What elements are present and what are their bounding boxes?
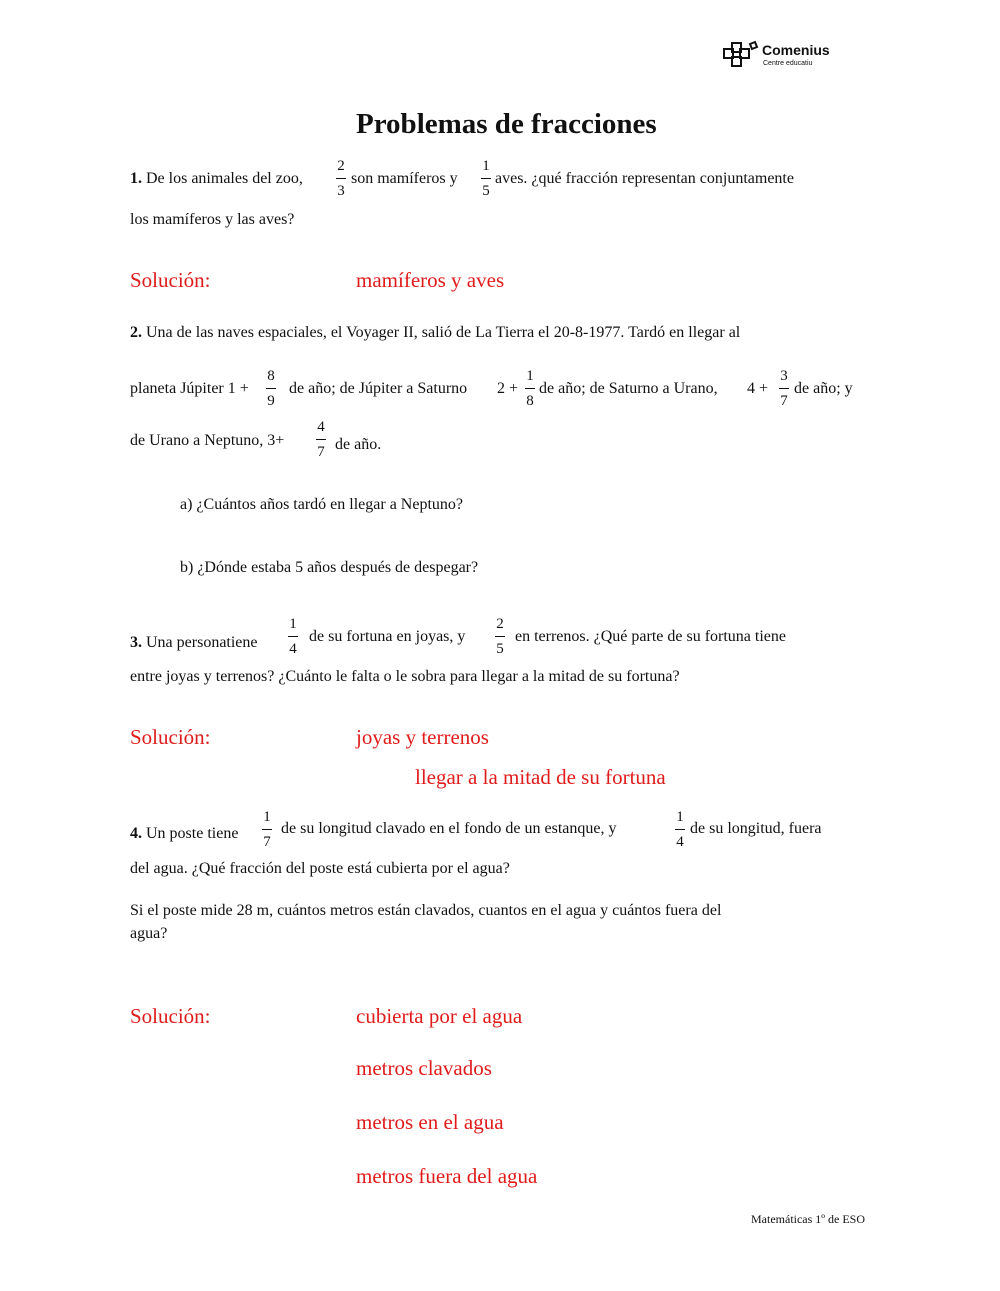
- fraction-3-7: 3 7: [780, 368, 788, 409]
- problem-2-question-b: b) ¿Dónde estaba 5 años después de despegar?: [180, 559, 479, 576]
- fraction-1-7: 1 7: [263, 809, 271, 850]
- solution-3-answer-field-2[interactable]: llegar a la mitad de su fortuna: [415, 765, 666, 789]
- problem-2-text-b: de año; de Júpiter a Saturno: [289, 380, 468, 397]
- problem-4-text-a: Un poste tiene: [146, 825, 239, 842]
- problem-2-text-e: 4 +: [747, 380, 769, 397]
- problem-3-line-1: [130, 634, 258, 652]
- problem-2-text-h: de año.: [335, 436, 382, 453]
- problem-4-text-b: de su longitud clavado en el fondo de un estanque, y: [281, 820, 617, 837]
- problem-2-text-f: de año; y: [794, 380, 853, 397]
- solution-label-4: Solución:: [130, 1004, 211, 1028]
- comenius-logo-icon: [722, 40, 760, 70]
- logo-subtitle: Centre educatiu: [763, 60, 813, 67]
- solution-4-answer-field-2[interactable]: metros clavados: [356, 1056, 492, 1080]
- problem-2-text-g: de Urano a Neptuno, 3+: [130, 432, 285, 449]
- problem-2-question-a: a) ¿Cuántos años tardó en llegar a Neptuno?: [180, 496, 464, 513]
- fraction-1-8: 1 8: [526, 368, 534, 409]
- problem-2-text-1: Una de las naves espaciales, el Voyager II, salió de La Tierra el 20-8-1977. Tardó en llegar al: [146, 324, 741, 341]
- logo-name: Comenius: [762, 42, 830, 58]
- problem-1-line-2: los mamíferos y las aves?: [130, 211, 295, 228]
- fraction-1-4: 1 4: [289, 616, 297, 657]
- problem-2-line-1: [130, 324, 740, 342]
- problem-4-line-3: Si el poste mide 28 m, cuántos metros están clavados, cuantos en el agua y cuántos fuera del: [130, 902, 722, 919]
- fraction-2-5: 2 5: [496, 616, 504, 657]
- page-footer: Matemáticas 1º de ESO: [751, 1212, 866, 1226]
- problem-1-text-c: aves. ¿qué fracción representan conjuntamente: [495, 170, 794, 187]
- problem-1-line-1: [130, 170, 303, 188]
- fraction-4-7: 4 7: [317, 419, 325, 460]
- problem-1-number: 1.: [130, 170, 142, 187]
- problem-4-line-2: del agua. ¿Qué fracción del poste está cubierta por el agua?: [130, 860, 510, 877]
- page-title: Problemas de fracciones: [356, 108, 657, 140]
- problem-4-number: 4.: [130, 825, 142, 842]
- solution-4-answer-field-1[interactable]: cubierta por el agua: [356, 1004, 523, 1028]
- solution-label-1: Solución:: [130, 268, 211, 292]
- problem-3-line-2: entre joyas y terrenos? ¿Cuánto le falta o le sobra para llegar a la mitad de su fortuna?: [130, 668, 680, 685]
- problem-4-line-4: agua?: [130, 925, 168, 942]
- problem-2-text-a: planeta Júpiter 1 +: [130, 380, 249, 397]
- problem-2-number: 2.: [130, 324, 142, 341]
- solution-4-answer-field-4[interactable]: metros fuera del agua: [356, 1164, 538, 1188]
- solution-3-answer-field-1[interactable]: joyas y terrenos: [356, 725, 489, 749]
- problem-1-text-a: De los animales del zoo,: [146, 170, 303, 187]
- fraction-2-3: 2 3: [337, 158, 345, 199]
- problem-2-text-c: 2 +: [497, 380, 519, 397]
- fraction-8-9: 8 9: [267, 368, 275, 409]
- problem-3-text-b: de su fortuna en joyas, y: [309, 628, 466, 645]
- solution-label-3: Solución:: [130, 725, 211, 749]
- problem-2-text-d: de año; de Saturno a Urano,: [539, 380, 718, 397]
- solution-1-answer-field[interactable]: mamíferos y aves: [356, 268, 505, 292]
- fraction-1-4-b: 1 4: [676, 809, 684, 850]
- problem-4-line-1: [130, 825, 238, 843]
- solution-4-answer-field-3[interactable]: metros en el agua: [356, 1110, 504, 1134]
- problem-4-text-c: de su longitud, fuera: [690, 820, 822, 837]
- problem-3-text-a: Una personatiene: [146, 634, 258, 651]
- fraction-1-5: 1 5: [482, 158, 490, 199]
- problem-1-text-b: son mamíferos y: [351, 170, 458, 187]
- problem-3-number: 3.: [130, 634, 142, 651]
- problem-3-text-c: en terrenos. ¿Qué parte de su fortuna tiene: [515, 628, 786, 645]
